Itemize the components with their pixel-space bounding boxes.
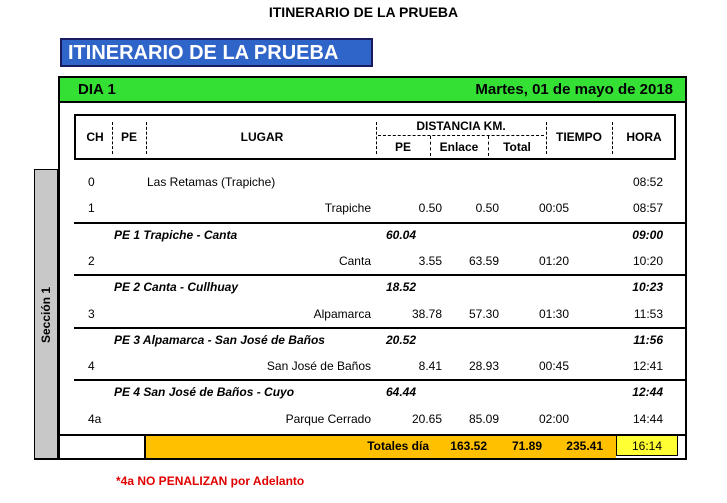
control-id: 2 bbox=[88, 253, 95, 268]
totals-label: Totales día bbox=[367, 439, 429, 453]
control-id: 3 bbox=[88, 306, 95, 321]
stage-name: PE 1 Trapiche - Canta bbox=[114, 227, 238, 242]
control-tiempo: 00:45 bbox=[538, 359, 569, 374]
section-sidebar bbox=[34, 169, 58, 460]
stage-hora: 11:56 bbox=[633, 332, 663, 347]
stage-hora: 10:23 bbox=[632, 280, 663, 295]
stage-row bbox=[60, 275, 685, 301]
control-total: 28.93 bbox=[468, 359, 499, 374]
control-hora: 12:41 bbox=[632, 359, 663, 374]
control-place: Parque Cerrado bbox=[285, 411, 371, 426]
control-hora: 14:44 bbox=[632, 411, 663, 426]
col-dist-pe: PE bbox=[394, 140, 411, 154]
stage-row bbox=[60, 223, 685, 249]
control-total: 85.09 bbox=[468, 411, 499, 426]
banner-title: ITINERARIO DE LA PRUEBA bbox=[60, 38, 373, 67]
control-tiempo: 02:00 bbox=[538, 411, 569, 426]
control-id: 0 bbox=[88, 175, 95, 189]
col-ch: CH bbox=[86, 130, 104, 144]
stage-row bbox=[60, 328, 685, 354]
control-place: Trapiche bbox=[324, 201, 371, 216]
col-enlace: Enlace bbox=[439, 140, 479, 154]
stage-km: 60.04 bbox=[386, 227, 417, 242]
totals-enlace: 71.89 bbox=[511, 439, 542, 453]
control-row bbox=[60, 196, 685, 222]
col-subdivider bbox=[378, 135, 544, 136]
col-tiempo: TIEMPO bbox=[555, 130, 602, 144]
day-label: DIA 1 bbox=[78, 81, 116, 98]
col-divider bbox=[146, 122, 147, 154]
control-place: San José de Baños bbox=[266, 359, 371, 374]
control-place: Las Retamas (Trapiche) bbox=[147, 175, 276, 189]
col-distancia: DISTANCIA KM. bbox=[416, 119, 506, 133]
stage-km: 20.52 bbox=[386, 332, 417, 347]
control-enlace: 8.41 bbox=[418, 359, 442, 374]
control-hora: 08:57 bbox=[632, 201, 663, 216]
control-row bbox=[60, 249, 685, 275]
control-total: 63.59 bbox=[468, 253, 499, 268]
col-hora: HORA bbox=[626, 130, 662, 144]
stage-hora: 12:44 bbox=[632, 385, 663, 400]
col-divider bbox=[430, 136, 431, 156]
footnote: *4a NO PENALIZAN por Adelanto bbox=[116, 474, 305, 488]
stage-km: 64.44 bbox=[386, 385, 417, 400]
control-row bbox=[60, 407, 685, 433]
stage-name: PE 4 San José de Baños - Cuyo bbox=[114, 385, 295, 400]
control-enlace: 3.55 bbox=[418, 253, 442, 268]
totals-row bbox=[60, 434, 685, 458]
control-tiempo: 01:20 bbox=[538, 253, 569, 268]
control-place: Alpamarca bbox=[313, 306, 371, 321]
stage-name: PE 3 Alpamarca - San José de Baños bbox=[114, 332, 325, 347]
section-label: Sección 1 bbox=[39, 286, 53, 343]
control-id: 4 bbox=[88, 359, 95, 374]
stage-row bbox=[60, 380, 685, 406]
totals-total: 235.41 bbox=[566, 439, 603, 453]
control-row bbox=[60, 302, 685, 328]
col-pe: PE bbox=[120, 130, 137, 144]
control-row bbox=[60, 354, 685, 380]
col-divider bbox=[488, 136, 489, 156]
totals-hora: 16:14 bbox=[616, 435, 678, 456]
control-tiempo: 01:30 bbox=[538, 306, 569, 321]
column-header bbox=[74, 114, 676, 160]
day-date: Martes, 01 de mayo de 2018 bbox=[475, 81, 673, 98]
col-lugar: LUGAR bbox=[240, 130, 284, 144]
control-hora: 11:53 bbox=[633, 306, 663, 321]
stage-hora: 09:00 bbox=[632, 227, 663, 242]
control-row bbox=[60, 170, 685, 196]
totals-pe: 163.52 bbox=[450, 439, 487, 453]
col-divider bbox=[612, 122, 613, 154]
col-divider bbox=[112, 122, 113, 154]
control-tiempo: 00:05 bbox=[538, 201, 569, 216]
control-total: 0.50 bbox=[475, 201, 499, 216]
stage-name: PE 2 Canta - Cullhuay bbox=[114, 280, 239, 295]
control-id: 1 bbox=[88, 201, 95, 216]
page-title: ITINERARIO DE LA PRUEBA bbox=[268, 4, 459, 20]
control-hora: 08:52 bbox=[632, 175, 663, 189]
control-total: 57.30 bbox=[468, 306, 499, 321]
control-hora: 10:20 bbox=[632, 253, 663, 268]
day-header bbox=[60, 78, 685, 103]
control-enlace: 0.50 bbox=[418, 201, 442, 216]
sidebar-bottom-line bbox=[34, 458, 62, 460]
control-enlace: 20.65 bbox=[411, 411, 442, 426]
control-place: Canta bbox=[338, 253, 371, 268]
stage-km: 18.52 bbox=[386, 280, 417, 295]
col-divider bbox=[546, 122, 547, 154]
control-id: 4a bbox=[88, 411, 102, 426]
col-total: Total bbox=[503, 140, 531, 154]
control-enlace: 38.78 bbox=[411, 306, 442, 321]
